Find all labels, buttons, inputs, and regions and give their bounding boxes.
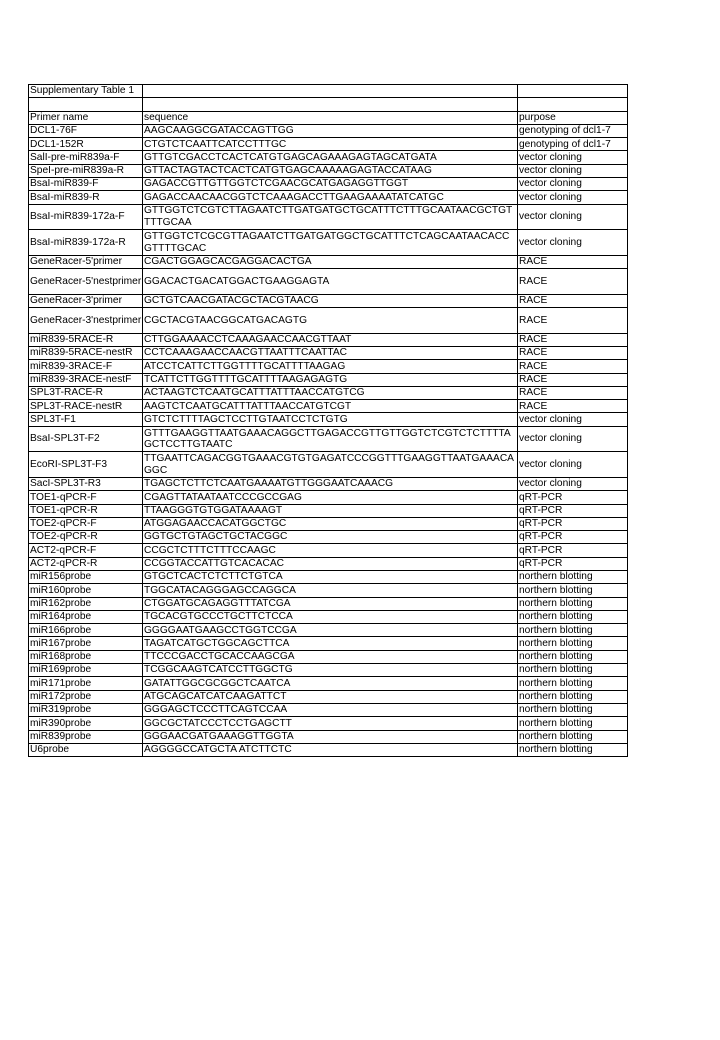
- sequence-cell: GGACACTGACATGGACTGAAGGAGTA: [143, 269, 518, 295]
- purpose-cell: northern blotting: [518, 650, 628, 663]
- purpose-cell: RACE: [518, 360, 628, 373]
- purpose-cell: northern blotting: [518, 637, 628, 650]
- sequence-cell: GGCGCTATCCCTCCTGAGCTT: [143, 717, 518, 730]
- table-row: [29, 491, 628, 504]
- sequence-cell: CGCTACGTAACGGCATGACAGTG: [143, 308, 518, 334]
- header-sequence: sequence: [143, 111, 518, 124]
- table-row: [29, 346, 628, 359]
- purpose-cell: northern blotting: [518, 570, 628, 583]
- primer-name-cell: miR171probe: [29, 677, 143, 690]
- purpose-cell: qRT-PCR: [518, 491, 628, 504]
- table-row: [29, 743, 628, 756]
- primer-name-cell: TOE1-qPCR-R: [29, 504, 143, 517]
- sequence-cell: GTTGTCGACCTCACTCATGTGAGCAGAAAGAGTAGCATGATA: [143, 151, 518, 164]
- table-row: [29, 255, 628, 268]
- purpose-cell: northern blotting: [518, 703, 628, 716]
- sequence-cell: GAGACCAACAACGGTCTCAAAGACCTTGAAGAAAATATCATGC: [143, 191, 518, 204]
- table-row: [29, 308, 628, 334]
- table-row: [29, 426, 628, 452]
- purpose-cell: northern blotting: [518, 730, 628, 743]
- purpose-cell: RACE: [518, 308, 628, 334]
- table-row: [29, 597, 628, 610]
- purpose-cell: RACE: [518, 373, 628, 386]
- table-row: [29, 477, 628, 490]
- purpose-cell: RACE: [518, 400, 628, 413]
- purpose-cell: vector cloning: [518, 452, 628, 478]
- sequence-cell: GGGGAATGAAGCCTGGTCCGA: [143, 624, 518, 637]
- purpose-cell: vector cloning: [518, 230, 628, 256]
- primer-name-cell: miR839-5RACE-nestR: [29, 346, 143, 359]
- primer-name-cell: DCL1-76F: [29, 124, 143, 137]
- purpose-cell: northern blotting: [518, 624, 628, 637]
- primer-name-cell: GeneRacer-5'nestprimer: [29, 269, 143, 295]
- table-row: [29, 690, 628, 703]
- sequence-cell: GGGAACGATGAAAGGTTGGTA: [143, 730, 518, 743]
- table-row: [29, 413, 628, 426]
- primer-name-cell: miR319probe: [29, 703, 143, 716]
- purpose-cell: RACE: [518, 294, 628, 307]
- supplementary-table: [28, 84, 628, 757]
- sequence-cell: AAGCAAGGCGATACCAGTTGG: [143, 124, 518, 137]
- primer-name-cell: TOE2-qPCR-R: [29, 531, 143, 544]
- table-row: [29, 677, 628, 690]
- purpose-cell: qRT-PCR: [518, 517, 628, 530]
- table-row: [29, 717, 628, 730]
- sequence-cell: ACTAAGTCTCAATGCATTTATTTAACCATGTCG: [143, 386, 518, 399]
- primer-name-cell: miR839probe: [29, 730, 143, 743]
- primer-name-cell: SPL3T-RACE-R: [29, 386, 143, 399]
- table-row: [29, 333, 628, 346]
- sequence-cell: CCTCAAAGAACCAACGTTAATTTCAATTAC: [143, 346, 518, 359]
- table-row: [29, 360, 628, 373]
- primer-name-cell: miR162probe: [29, 597, 143, 610]
- table-row: [29, 191, 628, 204]
- primer-name-cell: miR839-5RACE-R: [29, 333, 143, 346]
- table-row: [29, 386, 628, 399]
- purpose-cell: northern blotting: [518, 584, 628, 597]
- primer-name-cell: SacI-SPL3T-R3: [29, 477, 143, 490]
- primer-name-cell: TOE1-qPCR-F: [29, 491, 143, 504]
- header-primer-name: Primer name: [29, 111, 143, 124]
- primer-name-cell: SpeI-pre-miR839a-R: [29, 164, 143, 177]
- purpose-cell: genotyping of dcl1-7: [518, 124, 628, 137]
- primer-name-cell: BsaI-SPL3T-F2: [29, 426, 143, 452]
- table-row: [29, 204, 628, 230]
- sequence-cell: GCTGTCAACGATACGCTACGTAACG: [143, 294, 518, 307]
- purpose-cell: qRT-PCR: [518, 531, 628, 544]
- purpose-cell: northern blotting: [518, 743, 628, 756]
- primer-name-cell: SPL3T-RACE-nestR: [29, 400, 143, 413]
- sequence-cell: AGGGGCCATGCTA ATCTTCTC: [143, 743, 518, 756]
- sequence-cell: TTGAATTCAGACGGTGAAACGTGTGAGATCCCGGTTTGAAGGTTAATGAAACAGGC: [143, 452, 518, 478]
- purpose-cell: northern blotting: [518, 690, 628, 703]
- sequence-cell: TGCACGTGCCCTGCTTCTCCA: [143, 610, 518, 623]
- sequence-cell: CTTGGAAAACCTCAAAGAACCAACGTTAAT: [143, 333, 518, 346]
- empty-cell: [143, 85, 518, 98]
- primer-name-cell: SPL3T-F1: [29, 413, 143, 426]
- purpose-cell: vector cloning: [518, 178, 628, 191]
- table-row: [29, 269, 628, 295]
- primer-name-cell: miR168probe: [29, 650, 143, 663]
- sequence-cell: TTAAGGGTGTGGATAAAAGT: [143, 504, 518, 517]
- table-row: [29, 557, 628, 570]
- purpose-cell: northern blotting: [518, 717, 628, 730]
- primer-name-cell: BsaI-miR839-172a-F: [29, 204, 143, 230]
- table-row: [29, 664, 628, 677]
- primer-name-cell: ACT2-qPCR-R: [29, 557, 143, 570]
- sequence-cell: TCATTCTTGGTTTTGCATTTTAAGAGAGTG: [143, 373, 518, 386]
- table-row: [29, 703, 628, 716]
- purpose-cell: RACE: [518, 386, 628, 399]
- table-row: [29, 584, 628, 597]
- purpose-cell: genotyping of dcl1-7: [518, 138, 628, 151]
- sequence-cell: GTTACTAGTACTCACTCATGTGAGCAAAAAGAGTACCATAAG: [143, 164, 518, 177]
- empty-cell: [518, 85, 628, 98]
- sequence-cell: GTTTGAAGGTTAATGAAACAGGCTTGAGACCGTTGTTGGTCTCGTCTCTTTTAGCTCCTTGTAATC: [143, 426, 518, 452]
- purpose-cell: northern blotting: [518, 597, 628, 610]
- primer-name-cell: U6probe: [29, 743, 143, 756]
- primer-name-cell: EcoRI-SPL3T-F3: [29, 452, 143, 478]
- header-purpose: purpose: [518, 111, 628, 124]
- primer-name-cell: miR172probe: [29, 690, 143, 703]
- blank-row: [29, 98, 628, 111]
- sequence-cell: TAGATCATGCTGGCAGCTTCA: [143, 637, 518, 650]
- table-row: [29, 138, 628, 151]
- table-row: [29, 517, 628, 530]
- primer-name-cell: GeneRacer-3'nestprimer: [29, 308, 143, 334]
- sequence-cell: ATGGAGAACCACATGGCTGC: [143, 517, 518, 530]
- sequence-cell: GTCTCTTTTAGCTCCTTGTAATCCTCTGTG: [143, 413, 518, 426]
- primer-name-cell: miR169probe: [29, 664, 143, 677]
- sequence-cell: CCGCTCTTTCTTTCCAAGC: [143, 544, 518, 557]
- purpose-cell: vector cloning: [518, 191, 628, 204]
- sequence-cell: CGAGTTATAATAATCCCGCCGAG: [143, 491, 518, 504]
- purpose-cell: qRT-PCR: [518, 557, 628, 570]
- table-row: [29, 230, 628, 256]
- table-row: [29, 730, 628, 743]
- primer-name-cell: BsaI-miR839-R: [29, 191, 143, 204]
- primer-name-cell: miR839-3RACE-F: [29, 360, 143, 373]
- header-row: [29, 111, 628, 124]
- table-row: [29, 531, 628, 544]
- purpose-cell: vector cloning: [518, 164, 628, 177]
- purpose-cell: vector cloning: [518, 426, 628, 452]
- table-row: [29, 637, 628, 650]
- purpose-cell: vector cloning: [518, 204, 628, 230]
- sequence-cell: TTCCCGACCTGCACCAAGCGA: [143, 650, 518, 663]
- purpose-cell: northern blotting: [518, 664, 628, 677]
- purpose-cell: RACE: [518, 269, 628, 295]
- table-row: [29, 544, 628, 557]
- purpose-cell: RACE: [518, 255, 628, 268]
- primer-name-cell: miR167probe: [29, 637, 143, 650]
- sequence-cell: TCGGCAAGTCATCCTTGGCTG: [143, 664, 518, 677]
- table-row: [29, 178, 628, 191]
- primer-name-cell: BsaI-miR839-172a-R: [29, 230, 143, 256]
- table-row: [29, 570, 628, 583]
- primer-name-cell: miR390probe: [29, 717, 143, 730]
- table-row: [29, 610, 628, 623]
- sequence-cell: ATCCTCATTCTTGGTTTTGCATTTTAAGAG: [143, 360, 518, 373]
- sequence-cell: TGGCATACAGGGAGCCAGGCA: [143, 584, 518, 597]
- table-row: [29, 400, 628, 413]
- table-row: [29, 504, 628, 517]
- table-row: [29, 373, 628, 386]
- purpose-cell: vector cloning: [518, 151, 628, 164]
- empty-cell: [143, 98, 518, 111]
- sequence-cell: CCGGTACCATTGTCACACAC: [143, 557, 518, 570]
- primer-name-cell: DCL1-152R: [29, 138, 143, 151]
- sequence-cell: ATGCAGCATCATCAAGATTCT: [143, 690, 518, 703]
- primer-name-cell: GeneRacer-5'primer: [29, 255, 143, 268]
- purpose-cell: vector cloning: [518, 477, 628, 490]
- sequence-cell: CTGTCTCAATTCATCCTTTGC: [143, 138, 518, 151]
- sequence-cell: GTTGGTCTCGCGTTAGAATCTTGATGATGGCTGCATTTCTCAGCAATAACACCGTTTTGCAC: [143, 230, 518, 256]
- sequence-cell: GGTGCTGTAGCTGCTACGGC: [143, 531, 518, 544]
- primer-name-cell: ACT2-qPCR-F: [29, 544, 143, 557]
- table-row: [29, 452, 628, 478]
- sequence-cell: AAGTCTCAATGCATTTATTTAACCATGTCGT: [143, 400, 518, 413]
- purpose-cell: vector cloning: [518, 413, 628, 426]
- purpose-cell: RACE: [518, 346, 628, 359]
- table-row: [29, 294, 628, 307]
- table-row: [29, 151, 628, 164]
- primer-name-cell: BsaI-miR839-F: [29, 178, 143, 191]
- primer-name-cell: miR839-3RACE-nestF: [29, 373, 143, 386]
- sequence-cell: TGAGCTCTTCTCAATGAAAATGTTGGGAATCAAACG: [143, 477, 518, 490]
- primer-name-cell: miR156probe: [29, 570, 143, 583]
- sequence-cell: GTTGGTCTCGTCTTAGAATCTTGATGATGCTGCATTTCTTTGCAATAACGCTGTTTTGCAA: [143, 204, 518, 230]
- table-title: Supplementary Table 1: [29, 85, 143, 98]
- table-row: [29, 164, 628, 177]
- sequence-cell: GTGCTCACTCTCTTCTGTCA: [143, 570, 518, 583]
- primer-name-cell: TOE2-qPCR-F: [29, 517, 143, 530]
- title-row: [29, 85, 628, 98]
- purpose-cell: qRT-PCR: [518, 504, 628, 517]
- sequence-cell: CGACTGGAGCACGAGGACACTGA: [143, 255, 518, 268]
- table-row: [29, 650, 628, 663]
- purpose-cell: northern blotting: [518, 610, 628, 623]
- primer-name-cell: SalI-pre-miR839a-F: [29, 151, 143, 164]
- empty-cell: [518, 98, 628, 111]
- primer-name-cell: miR166probe: [29, 624, 143, 637]
- purpose-cell: RACE: [518, 333, 628, 346]
- sequence-cell: GGGAGCTCCCTTCAGTCCAA: [143, 703, 518, 716]
- table-row: [29, 624, 628, 637]
- primer-name-cell: miR160probe: [29, 584, 143, 597]
- sequence-cell: CTGGATGCAGAGGTTTATCGA: [143, 597, 518, 610]
- purpose-cell: northern blotting: [518, 677, 628, 690]
- table-row: [29, 124, 628, 137]
- empty-cell: [29, 98, 143, 111]
- primer-name-cell: miR164probe: [29, 610, 143, 623]
- sequence-cell: GATATTGGCGCGGCTCAATCA: [143, 677, 518, 690]
- purpose-cell: qRT-PCR: [518, 544, 628, 557]
- primer-name-cell: GeneRacer-3'primer: [29, 294, 143, 307]
- table-body: [29, 85, 628, 757]
- sequence-cell: GAGACCGTTGTTGGTCTCGAACGCATGAGAGGTTGGT: [143, 178, 518, 191]
